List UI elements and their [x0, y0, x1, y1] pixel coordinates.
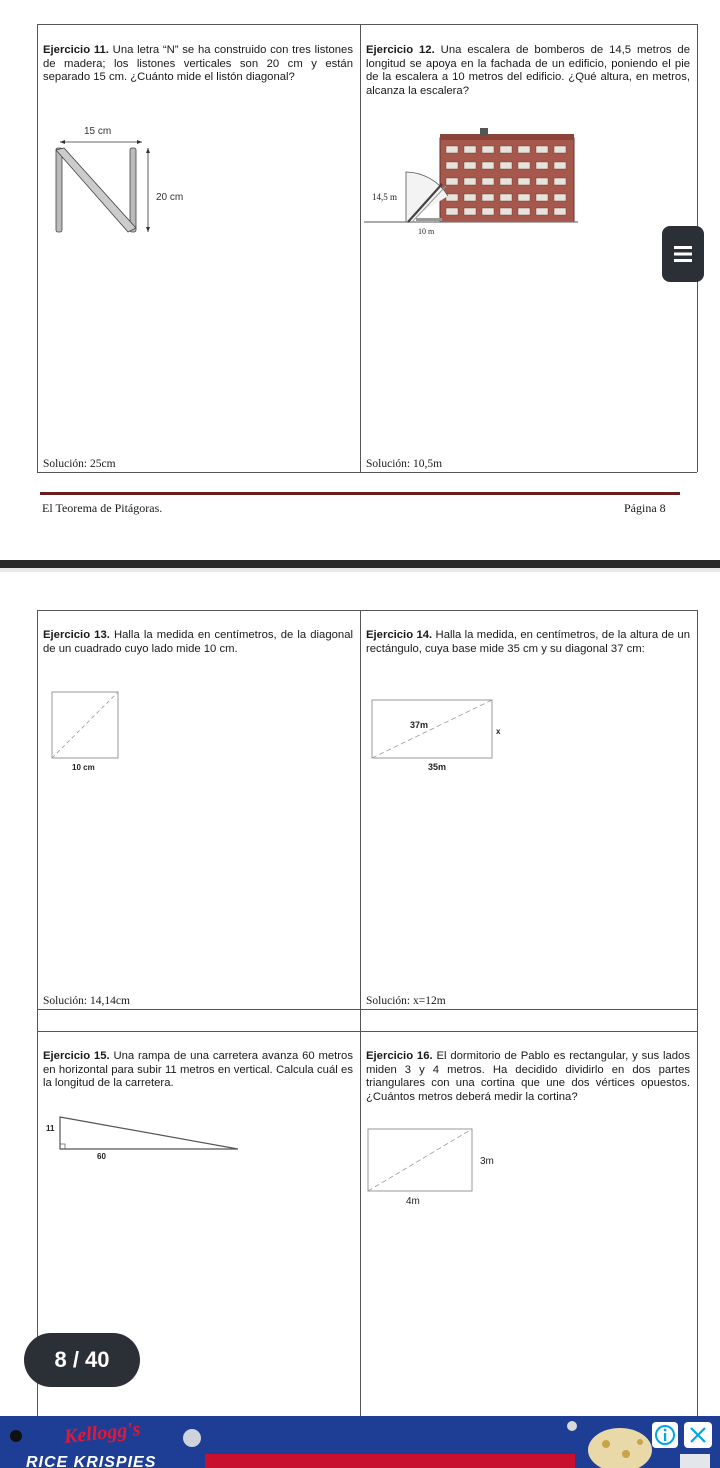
table-left-border	[37, 610, 38, 1050]
base-label: 4m	[406, 1196, 420, 1207]
exercise-13-text: Ejercicio 13. Halla la medida en centímetros, de la diagonal de un cuadrado cuyo lado mide 10 cm.	[43, 629, 353, 655]
side-label: 10 cm	[72, 763, 95, 772]
table-top-border	[37, 1031, 697, 1032]
pdf-page-9	[0, 572, 720, 1416]
base-label: 35m	[428, 762, 447, 772]
table-left-border	[37, 24, 38, 472]
ad-banner[interactable]	[0, 1416, 720, 1468]
exercise-11-text: Ejercicio 11. Una letra “N” se ha construido con tres listones de madera; los listones verticales son 20 cm y están separado 15 cm. ¿Cuánto mide el listón diagonal?	[43, 44, 353, 84]
table-bottom-border	[37, 1009, 697, 1010]
ad-info-button[interactable]	[652, 1422, 678, 1448]
exercise-14-solution: Solución: x=12m	[366, 995, 446, 1007]
info-icon	[654, 1424, 676, 1446]
exercise-11-solution: Solución: 25cm	[43, 458, 116, 470]
height-label: x	[496, 727, 501, 736]
pdf-page-8	[0, 0, 720, 560]
table-top-border	[37, 610, 697, 611]
hamburger-menu-icon	[674, 244, 692, 264]
ad-product-name: RICE KRISPIES	[26, 1454, 157, 1468]
exercise-12-title: Ejercicio 12.	[366, 44, 435, 56]
ramp-figure	[44, 1113, 244, 1163]
ladder-label: 14,5 m	[372, 192, 398, 202]
base-label: 60	[97, 1152, 106, 1161]
exercise-16-title: Ejercicio 16.	[366, 1050, 433, 1062]
table-right-border	[697, 610, 698, 1050]
exercise-14-text: Ejercicio 14. Halla la medida, en centímetros, de la altura de un rectángulo, cuya base mide 35 cm y su diagonal 37 cm:	[366, 629, 690, 655]
table-top-border	[37, 24, 697, 25]
table-right-border	[697, 1031, 698, 1416]
menu-button[interactable]	[662, 226, 704, 282]
table-bottom-border	[37, 472, 697, 473]
footer-page-number: Página 8	[624, 501, 666, 515]
base-label: 10 m	[418, 227, 435, 236]
height-label: 20 cm	[156, 192, 184, 203]
footer-rule	[40, 492, 680, 495]
diagonal-label: 37m	[410, 720, 429, 730]
exercise-13-title: Ejercicio 13.	[43, 629, 110, 641]
exercise-12-text: Ejercicio 12. Una escalera de bomberos de 14,5 metros de longitud se apoya en la fachada de un edificio, poniendo el pie de la escalera a 10 metros del edificio. ¿Qué altura, en metros, alcanza la escalera?	[366, 44, 691, 97]
page-indicator: 8 / 40	[24, 1333, 140, 1387]
ad-brand-logo: Kellogg's	[63, 1418, 142, 1448]
height-label: 11	[46, 1124, 55, 1133]
exercise-16-text: Ejercicio 16. El dormitorio de Pablo es rectangular, y sus lados miden 3 y 4 metros. Ha decidido dividirlo en dos partes triangulares con una cortina que une dos vértices opuestos. ¿Cuántos metros deberá medir la cortina?	[366, 1050, 690, 1103]
ad-close-button[interactable]	[684, 1422, 712, 1448]
exercise-15-text: Ejercicio 15. Una rampa de una carretera avanza 60 metros en horizontal para subir 11 metros en vertical. Calcula cuál es la longitud de la carretera.	[43, 1050, 353, 1090]
rectangle-figure	[370, 698, 510, 774]
exercise-15-title: Ejercicio 15.	[43, 1050, 110, 1062]
width-label: 15 cm	[84, 126, 112, 137]
letter-n-figure	[50, 120, 200, 240]
table-middle-border	[360, 610, 361, 1050]
footer-title: El Teorema de Pitágoras.	[42, 501, 163, 515]
room-figure	[364, 1127, 504, 1207]
table-middle-border	[360, 1031, 361, 1416]
close-icon	[688, 1425, 708, 1445]
square-figure	[50, 690, 130, 774]
exercise-14-title: Ejercicio 14.	[366, 629, 433, 641]
exercise-11-title: Ejercicio 11.	[43, 44, 109, 56]
building-ladder-figure	[364, 126, 584, 238]
exercise-13-solution: Solución: 14,14cm	[43, 995, 130, 1007]
page-separator	[0, 560, 720, 568]
table-middle-border	[360, 24, 361, 472]
exercise-12-solution: Solución: 10,5m	[366, 458, 443, 470]
side-label: 3m	[480, 1156, 494, 1167]
